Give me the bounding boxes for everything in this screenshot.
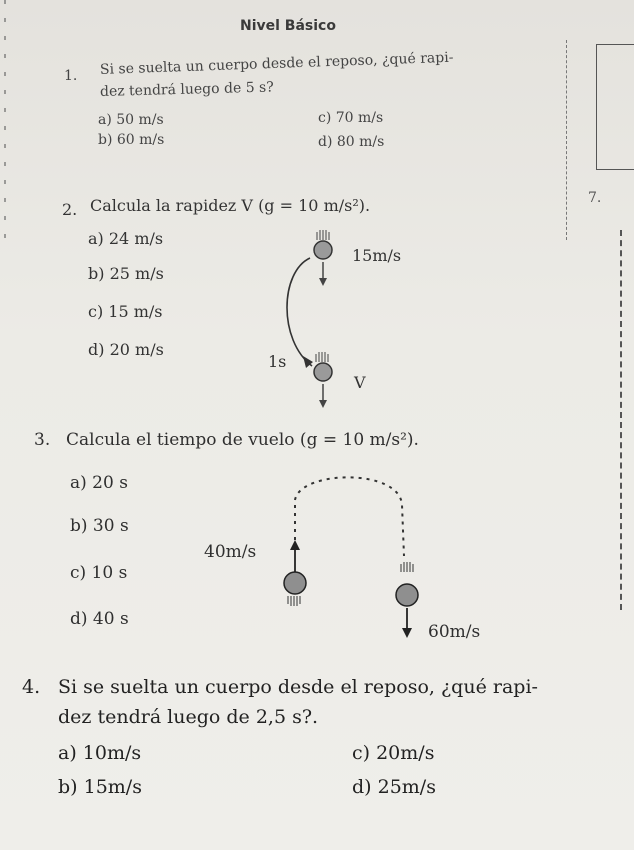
q4-option-c: c) 20m/s [352, 742, 435, 764]
q4-option-b: b) 15m/s [58, 776, 142, 798]
q1-text-line2: dez tendrá luego de 5 s? [99, 79, 274, 100]
q1-number: 1. [64, 68, 78, 84]
q1-option-b: b) 60 m/s [98, 132, 165, 148]
q4-number: 4. [22, 676, 41, 698]
q2-number: 2. [62, 200, 78, 219]
q3-option-c: c) 10 s [70, 563, 128, 583]
q3-option-b: b) 30 s [70, 516, 129, 536]
q1-option-d: d) 80 m/s [318, 134, 385, 150]
q3-number: 3. [34, 430, 51, 450]
q2-option-c: c) 15 m/s [88, 302, 163, 321]
q4-text-line1: Si se suelta un cuerpo desde el reposo, ¿qué rapi- [58, 676, 538, 698]
q1-option-a: a) 50 m/s [98, 112, 164, 128]
q3-option-d: d) 40 s [70, 609, 129, 629]
q2-figure-top-speed: 15m/s [352, 246, 402, 265]
q2-figure-time: 1s [268, 352, 287, 371]
q3-text: Calcula el tiempo de vuelo (g = 10 m/s²). [66, 430, 419, 450]
q3-arrow-up-icon [290, 540, 300, 572]
q1-option-c: c) 70 m/s [318, 110, 384, 126]
q3-trajectory [295, 477, 404, 556]
q2-figure-v: V [354, 373, 366, 392]
q2-option-d: d) 20 m/s [88, 340, 164, 359]
q4-option-d: d) 25m/s [352, 776, 436, 798]
q4-option-a: a) 10m/s [58, 742, 142, 764]
q3-figure-down-speed: 60m/s [428, 622, 481, 642]
q2-option-a: a) 24 m/s [88, 229, 164, 248]
page-title: Nivel Básico [240, 18, 336, 34]
q3-option-a: a) 20 s [70, 473, 128, 493]
q3-figure-up-speed: 40m/s [204, 542, 257, 562]
side-question-number: 7. [588, 190, 602, 206]
q2-text: Calcula la rapidez V (g = 10 m/s²). [90, 196, 371, 215]
q3-ball-right-icon [396, 562, 418, 606]
q4-text-line2: dez tendrá luego de 2,5 s?. [58, 706, 319, 728]
q3-arrow-down-icon [402, 608, 412, 638]
q3-ball-left-icon [284, 572, 306, 606]
q1-text-line1: Si se suelta un cuerpo desde el reposo, ¿qué rapi- [99, 49, 454, 78]
q2-option-b: b) 25 m/s [88, 264, 164, 283]
